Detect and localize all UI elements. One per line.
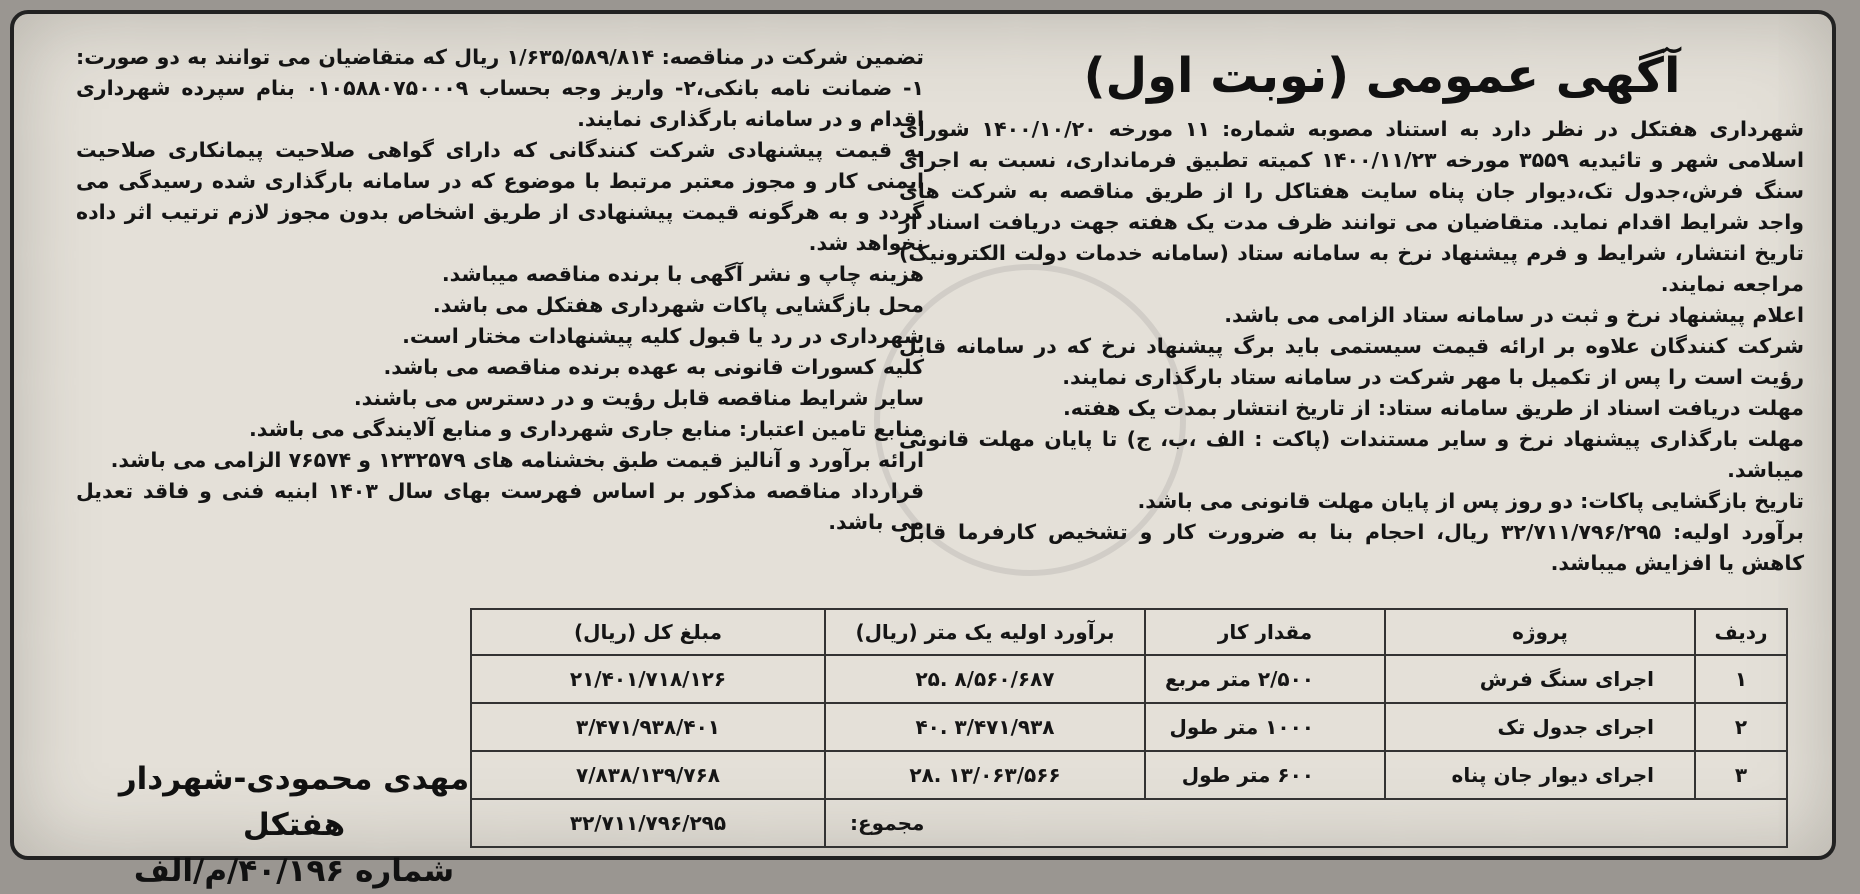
notice-paragraph: شهرداری هفتکل در نظر دارد به استناد مصوبه شماره: ۱۱ مورخه ۱۴۰۰/۱۰/۲۰ شورای اسلامی شهر و تائیدیه ۳۵۵۹ مورخه ۱۴۰۰/۱۱/۲۳ کمیته تطبیق فرمانداری، نسبت به اجرای سنگ فرش،جدول تک،دیوار جان پناه سایت هفتاکل را از طریق مناقصه به شرکت های واجد شرایط اقدام نماید. متقاضیان می توانند ظرف مدت یک هفته جهت دریافت اسناد از تاریخ انتشار، شرایط و فرم پیشنهاد نرخ به سامانه ستاد (سامانه خدمات دولت الکترونیک) مراجعه نمایند. [899,117,1804,296]
notice-paragraph: ارائه برآورد و آنالیز قیمت طبق بخشنامه های ۱۲۳۲۵۷۹ و ۷۶۵۷۴ الزامی می باشد. [110,448,924,472]
projects-table [470,608,1788,848]
cell-project: اجرای دیوار جان پناه [1385,751,1695,799]
header-unit-price: برآورد اولیه یک متر (ریال) [825,609,1145,655]
header-quantity: مقدار کار [1145,609,1385,655]
notice-paragraph: مهلت دریافت اسناد از طریق سامانه ستاد: از تاریخ انتشار بمدت یک هفته. [1062,396,1804,420]
header-row-no: ردیف [1695,609,1787,655]
notice-paragraph: اعلام پیشنهاد نرخ و ثبت در سامانه ستاد الزامی می باشد. [1224,303,1804,327]
cell-project: اجرای سنگ فرش [1385,655,1695,703]
cell-total: ۳/۴۷۱/۹۳۸/۴۰۱ [471,703,825,751]
notice-paragraph: قرارداد مناقصه مذکور بر اساس فهرست بهای سال ۱۴۰۳ ابنیه فنی و فاقد تعدیل می باشد. [76,479,924,534]
notice-paper [10,10,1836,889]
table-header-row [471,609,1787,655]
cell-total: ۷/۸۳۸/۱۳۹/۷۶۸ [471,751,825,799]
sum-value: ۳۲/۷۱۱/۷۹۶/۲۹۵ [471,799,825,847]
cell-row-no: ۳ [1695,751,1787,799]
notice-paragraph: کلیه کسورات قانونی به عهده برنده مناقصه می باشد. [383,355,924,379]
cell-row-no: ۲ [1695,703,1787,751]
notice-paragraph: شرکت کنندگان علاوه بر ارائه قیمت سیستمی باید برگ پیشنهاد نرخ که در سامانه قابل رؤیت است را پس از تکمیل با مهر شرکت در سامانه ستاد بارگذاری نمایند. [899,334,1804,389]
cell-unit-price: ۱۳/۰۶۳/۵۶۶ .۲۸ [825,751,1145,799]
sum-label: مجموع: [825,799,1787,847]
notice-title: آگهی عمومی (نوبت اول) [1083,48,1681,104]
cell-unit-price: ۳/۴۷۱/۹۳۸ .۴۰ [825,703,1145,751]
notice-paragraph: هزینه چاپ و نشر آگهی با برنده مناقصه میباشد. [441,262,924,286]
cell-project: اجرای جدول تک [1385,703,1695,751]
table-row [471,655,1787,703]
notice-paragraph: سایر شرایط مناقصه قابل رؤیت و در دسترس می باشند. [353,386,924,410]
notice-paragraph: مهلت بارگذاری پیشنهاد نرخ و سایر مستندات (پاکت : الف ،ب، ج) تا پایان مهلت قانونی میباشد. [899,427,1804,482]
header-total: مبلغ کل (ریال) [471,609,825,655]
cell-total: ۲۱/۴۰۱/۷۱۸/۱۲۶ [471,655,825,703]
cell-quantity: ۲/۵۰۰ متر مربع [1145,655,1385,703]
signature-name: مهدی محمودی-شهردار هفتکل [118,761,470,843]
notice-paragraph: تضمین شرکت در مناقصه: ۱/۶۳۵/۵۸۹/۸۱۴ ریال که متقاضیان می توانند به دو صورت: ۱- ضمانت نامه بانکی،۲- واریز وجه بحساب ۰۱۰۵۸۸۰۷۵۰۰۰۹ بنام سپرده شهرداری اقدام و در سامانه بارگذاری نمایند. [76,45,925,131]
notice-paragraph: منابع تامین اعتبار: منابع جاری شهرداری و منابع آلایندگی می باشد. [249,417,924,441]
table-sum-row [471,799,1787,847]
cell-quantity: ۱۰۰۰ متر طول [1145,703,1385,751]
cell-unit-price: ۸/۵۶۰/۶۸۷ .۲۵ [825,655,1145,703]
notice-paragraph: شهرداری در رد یا قبول کلیه پیشنهادات مختار است. [402,324,924,348]
cell-quantity: ۶۰۰ متر طول [1145,751,1385,799]
table-row [471,751,1787,799]
notice-paragraph: به قیمت پیشنهادی شرکت کنندگانی که دارای گواهی صلاحیت پیمانکاری صلاحیت ایمنی کار و مجوز معتبر مرتبط با موضوع که در سامانه بارگذاری شده رسیدگی می گردد و به هرگونه قیمت پیشنهادی از طریق اشخاص بدون مجوز لازم ترتیب اثر داده نخواهد شد. [76,138,924,255]
notice-paragraph: تاریخ بازگشایی پاکات: دو روز پس از پایان مهلت قانونی می باشد. [1137,489,1804,513]
cell-row-no: ۱ [1695,655,1787,703]
notice-paragraph: برآورد اولیه: ۳۲/۷۱۱/۷۹۶/۲۹۵ ریال، احجام بنا به ضرورت کار و تشخیص کارفرما قابل کاهش یا افزایش میباشد. [899,520,1804,575]
notice-paragraph: محل بازگشایی پاکات شهرداری هفتکل می باشد. [432,293,924,317]
signature-number: شماره ۴۰/۱۹۶/م/الف [133,853,455,889]
notice-right-column [899,114,1804,579]
header-project: پروژه [1385,609,1695,655]
signature-block [74,756,514,894]
notice-left-column [76,42,924,538]
table-row [471,703,1787,751]
